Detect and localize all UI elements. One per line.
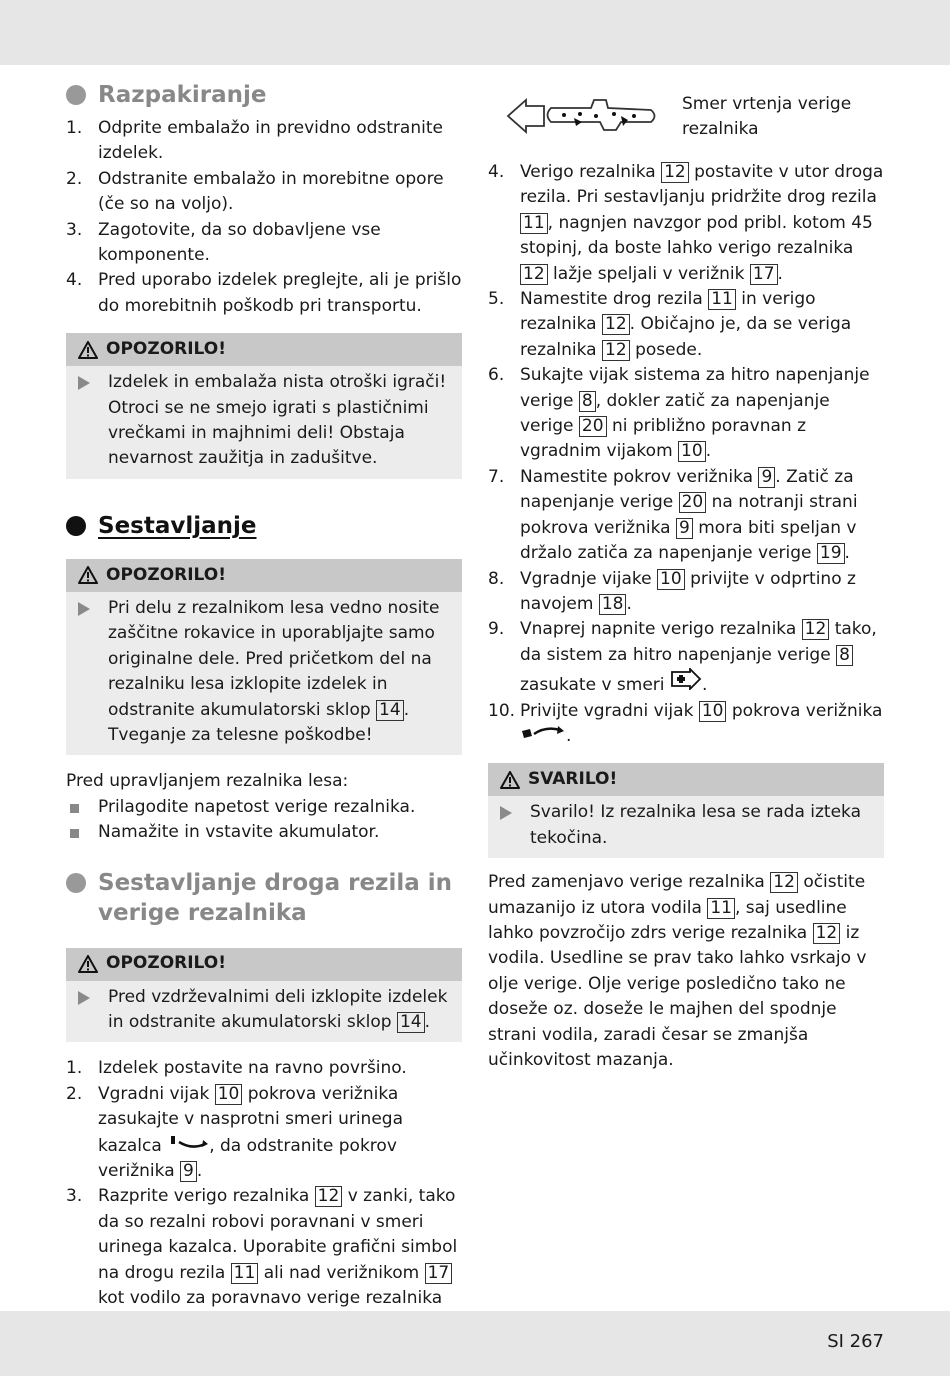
part-ref: 8 — [579, 391, 596, 412]
part-ref: 12 — [602, 314, 630, 335]
list-item: 2. Odstranite embalažo in morebitne opore (če so na voljo). — [66, 168, 444, 215]
part-ref: 12 — [602, 340, 630, 361]
part-ref: 18 — [599, 594, 627, 615]
warning-header: OPOZORILO! — [66, 333, 462, 366]
part-ref: 19 — [817, 543, 845, 564]
list-item: 1. Odprite embalažo in previdno odstranite izdelek. — [66, 118, 443, 164]
warning-triangle-icon — [78, 341, 98, 359]
part-ref: 14 — [376, 700, 404, 721]
part-ref: 12 — [813, 923, 841, 944]
list-item: 4. Verigo rezalnika 12 postavite v utor droga rezila. Pri sestavljanju pridržite drog rezila 11 , nagnjen navzgor pod pribl. kotom 45 stopinj, da boste lahko verigo rezalnika 12 lažje speljali v verižnik 17 . — [488, 162, 884, 284]
part-ref: 12 — [661, 162, 689, 183]
warning-box — [66, 559, 462, 755]
list-item: 3. Zagotovite, da so dobavljene vse komponente. — [66, 219, 381, 266]
right-column — [488, 92, 884, 1073]
assembly-steps — [66, 1056, 462, 1336]
list-item: 2. Vgradni vijak 10 pokrova verižnika zasukajte v nasprotni smeri urinega kazalca , da odstranite pokrov verižnika 9 . — [66, 1083, 403, 1181]
arrow-icon — [78, 602, 90, 616]
part-ref: 12 — [520, 264, 548, 285]
caution-header: SVARILO! — [488, 763, 884, 796]
page-number: SI 267 — [827, 1331, 884, 1352]
bullet-dot-icon — [66, 85, 86, 105]
arrow-icon — [78, 991, 90, 1005]
warning-body: Pred vzdrževalnimi deli izklopite izdelek in odstranite akumulatorski sklop 14 . — [66, 981, 462, 1043]
part-ref: 10 — [699, 701, 727, 722]
counterclockwise-arrow-icon — [167, 1133, 209, 1151]
caution-box — [488, 763, 884, 858]
left-column — [66, 80, 462, 1337]
chain-direction-figure — [488, 92, 884, 156]
part-ref: 10 — [678, 441, 706, 462]
part-ref: 9 — [180, 1161, 197, 1182]
list-item: 10. Privijte vgradni vijak 10 pokrova verižnika . — [488, 700, 883, 746]
bullet-dot-icon — [66, 873, 86, 893]
section-heading-assembly: Sestavljanje — [66, 511, 462, 541]
arrow-icon — [78, 376, 90, 390]
part-ref: 12 — [315, 1186, 343, 1207]
part-ref: 12 — [770, 872, 798, 893]
before-operation-text: Pred upravljanjem rezalnika lesa: — [66, 771, 349, 792]
part-ref: 20 — [579, 416, 607, 437]
square-bullet-icon — [70, 804, 79, 813]
warning-body: Pri delu z rezalnikom lesa vedno nosite zaščitne rokavice in uporabljajte samo originalne dele. Pred pričetkom del na rezalniku lesa izklopite izdelek in odstranite akumulatorski sklop 14 . Tveganje za telesne poškodbe! — [66, 592, 462, 755]
clockwise-arrow-icon — [520, 725, 566, 741]
list-item: 9. Vnaprej napnite verigo rezalnika 12 tako, da sistem za hitro napenjanje verige 8 zasukate v smeri . — [488, 619, 877, 696]
caution-body: Svarilo! Iz rezalnika lesa se rada izteka tekočina. — [488, 796, 884, 858]
part-ref: 9 — [758, 467, 775, 488]
square-bullet-icon — [70, 829, 79, 838]
top-bar — [0, 0, 950, 65]
maintenance-paragraph: Pred zamenjavo verige rezalnika 12 očistite umazanijo iz utora vodila 11 , saj usedline lahko povzročijo zdrs verige rezalnika 12 iz vodila. Usedline se prav tako lahko vsrkajo v olje verige. Olje verige posledično tako ne doseže oz. doseže le majhen del spodnje strani vodila, zaradi česar se zmanjša učinkovitost mazanja. — [488, 872, 867, 1070]
list-item: 7. Namestite pokrov verižnika 9 . Zatič za napenjanje verige 20 na notranji strani pokrova verižnika 9 mora biti speljan v držalo zatiča za napenjanje verige 19 . — [488, 466, 858, 564]
arrow-icon — [500, 806, 512, 820]
warning-header: OPOZORILO! — [66, 559, 462, 592]
warning-triangle-icon — [78, 566, 98, 584]
warning-triangle-icon — [500, 771, 520, 789]
list-item: Namažite in vstavite akumulator. — [66, 820, 462, 845]
list-item: 3. Razprite verigo rezalnika 12 v zanki, tako da so rezalni robovi poravnani v smeri urinega kazalca. Uporabite grafični simbol na drogu rezila 11 ali nad verižnikom 17 kot vodilo za poravnavo verige rezalnika — [66, 1184, 462, 1336]
part-ref: 11 — [707, 898, 735, 919]
part-ref: 12 — [802, 619, 830, 640]
warning-triangle-icon — [78, 955, 98, 973]
warning-box — [66, 948, 462, 1043]
list-item: 4. Pred uporabo izdelek preglejte, ali je prišlo do morebitnih poškodb pri transportu. — [66, 270, 462, 316]
part-ref: 11 — [231, 1263, 259, 1284]
section-heading-unpacking: Razpakiranje — [66, 80, 462, 110]
warning-body: Izdelek in embalaža nista otroški igrači! Otroci se ne smejo igrati s plastičnimi vrečkami in majhnimi deli! Obstaja nevarnost zaužitja in zadušitve. — [66, 366, 462, 479]
part-ref: 10 — [657, 569, 685, 590]
list-item: 1. Izdelek postavite na ravno površino. — [66, 1058, 407, 1079]
assembly-steps-continued — [488, 160, 884, 749]
list-item: 6. Sukajte vijak sistema za hitro napenjanje verige 8 , dokler zatič za napenjanje verige 20 ni približno poravnan z vgradnim vijakom 10 . — [488, 365, 870, 462]
part-ref: 8 — [836, 645, 853, 666]
part-ref: 11 — [708, 289, 736, 310]
part-ref: 14 — [397, 1012, 425, 1033]
warning-header: OPOZORILO! — [66, 948, 462, 981]
list-item: 8. Vgradnje vijake 10 privijte v odprtino z navojem 18 . — [488, 568, 856, 614]
list-item: 5. Namestite drog rezila 11 in verigo rezalnika 12 . Običajno je, da se veriga rezalnika 12 posede. — [488, 289, 852, 360]
part-ref: 9 — [676, 518, 693, 539]
part-ref: 10 — [215, 1084, 243, 1105]
bullet-dot-icon — [66, 516, 86, 536]
chain-direction-icon — [496, 92, 666, 142]
tighten-arrow-icon — [670, 668, 702, 690]
list-item: Prilagodite napetost verige rezalnika. — [66, 795, 462, 820]
warning-box — [66, 333, 462, 479]
unpacking-steps — [66, 116, 462, 319]
part-ref: 11 — [520, 213, 548, 234]
chain-direction-caption: Smer vrtenja verige rezalnika — [682, 94, 852, 140]
bottom-bar — [0, 1311, 950, 1376]
part-ref: 17 — [750, 264, 778, 285]
preparation-list — [66, 795, 462, 846]
part-ref: 17 — [425, 1263, 453, 1284]
part-ref: 20 — [679, 492, 707, 513]
section-heading-bar-chain: Sestavljanje droga rezila in verige rezalnika — [66, 868, 462, 928]
